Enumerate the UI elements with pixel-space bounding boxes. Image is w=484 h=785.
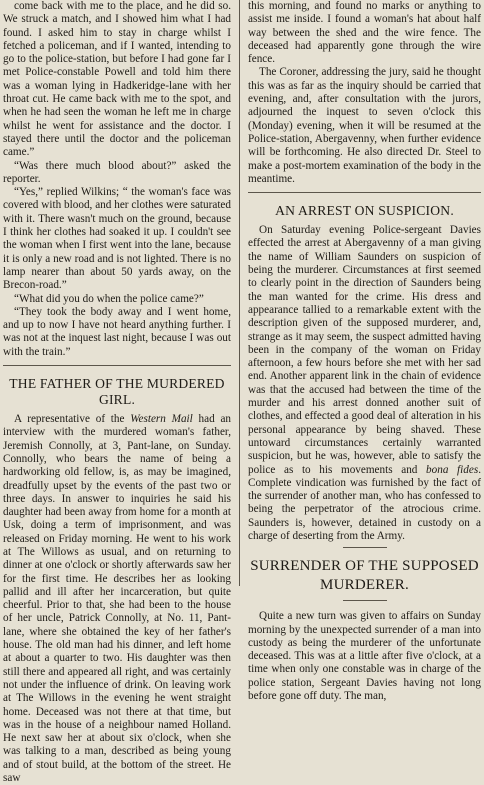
- newspaper-name: Western Mail: [130, 413, 193, 426]
- article-paragraph-father: [3, 413, 231, 785]
- short-divider: [343, 600, 387, 601]
- section-divider: [3, 365, 231, 366]
- section-heading-father: THE FATHER OF THE MURDERED GIRL.: [9, 376, 225, 408]
- article-paragraph: “They took the body away and I went home, and up to now I have not heard anything further. I was not at the inquest last night, because I was out with the train.”: [3, 305, 231, 358]
- section-heading-arrest: AN ARREST ON SUSPICION.: [275, 203, 454, 219]
- article-paragraph: this morning, and found no marks or anything to assist me inside. I found a woman's hat about half way between the shed and the wire fence. The deceased had apparently gone through the wire fence.: [248, 0, 481, 66]
- article-paragraph: “Was there much blood about?” asked the reporter.: [3, 159, 231, 185]
- article-paragraph: The Coroner, addressing the jury, said he thought this was as far as the inquiry should be carried that evening, and, after consultation with the jurors, adjourned the inquest to seven o'clock this (Monday) evening, when it will be resumed at the Police-station, Abergavenny, when further evidence will be forthcoming. He also directed Dr. Steel to make a post-mortem examination of the body in the meantime.: [248, 66, 481, 185]
- article-paragraph: come back with me to the place, and he did so. We struck a match, and I showed him what I had found. I asked him to stay in charge whilst I fetched a policeman, and if I wanted, intending to go to the police-station, but before I had gone far I met Police-constable Powell and told him there was a woman lying in Hadkeridge-lane with her throat cut. He came back with me to the spot, and when he had seen the woman he left me in charge whilst he went for assistance and the doctor. I stayed there until the doctor and the policeman came.”: [3, 0, 231, 159]
- section-divider: [248, 192, 481, 193]
- italic-phrase: bona fides: [426, 463, 479, 476]
- short-divider: [343, 547, 387, 548]
- text-span: . Complete vindication was furnished by the fact of the surrender of another man, who has confessed to being the perpetrator of the atrocious crime. Saunders is, however, detained in custody on a charge of deserting from the Army.: [248, 463, 481, 542]
- article-paragraph: “What did you do when the police came?”: [14, 292, 204, 305]
- left-column: [3, 0, 232, 785]
- text-span: On Saturday evening Police-sergeant Davies effected the arrest at Abergavenny of a man giving the name of William Saunders on suspicion of being the murderer. Circumstances at first seemed to clearly point in the direction of Saunders being the man wanted for the crime. His dress and appearance tallied to a remarkable extent with the description given of the supposed murderer, and, strange as it may seem, the suspect admitted having been in the company of the woman on Friday afternoon, a few hours before she met with her sad end. Another apparent link in the chain of evidence was that the accused had between the time of the murder and his arrest donned another suit of clothes, and effected a good deal of alteration in his personal appearance by being shaved. These untoward circumstances certainly warranted suspicion, but he was, however, able to satisfy the police as to his movements and: [248, 224, 481, 476]
- column-divider: [239, 0, 240, 586]
- text-span: had an interview with the murdered woman's father, Jeremish Connolly, at 3, Pant-lane, on Sunday. Connolly, who bears the name of being a hardworking old fellow, is, as may be imagined, dreadfully upset by the events of the past two or three days. In answer to inquiries he said his daughter had been away from home for a month at Usk, doing a term of imprisonment, and was released on Friday morning. He went to his work at The Willows as usual, and on returning to dinner at one o'clock or shortly afterwards saw her for the first time. He describes her as looking pallid and ill after her incarceration, but quite cheerful. Prior to that, she had been to the house of her uncle, Patrick Connolly, at No. 11, Pant-lane, where she obtained the key of her father's house. The old man had his dinner, and left home at about a quarter to two. His daughter was then still there and appeared all right, and was certainly not under the influence of drink. On leaving work at The Willows in the evening he went straight home. Deceased was not there at that time, but was in the house of a neighbour named Holland. He next saw her at about six o'clock, when she was talking to a man, described as being young and of stout build, at the bottom of the street. He saw: [3, 413, 232, 785]
- article-paragraph-arrest: [248, 224, 481, 543]
- article-paragraph: “Yes,” replied Wilkins; “ the woman's face was covered with blood, and her clothes were saturated with it. There wasn't much on the ground, because I think her clothes had soaked it up. I couldn't see the woman when I first went into the lane, because it is only a new road and is not lighted. There is no lamp nearer than about 50 yards away, on the Brecon-road.”: [3, 186, 231, 292]
- section-heading-surrender: SURRENDER OF THE SUPPOSED MURDERER.: [250, 558, 479, 594]
- right-column: [248, 0, 481, 703]
- text-span: A representative of the: [14, 413, 131, 426]
- article-paragraph-surrender: Quite a new turn was given to affairs on Sunday morning by the unexpected surrender of a man into custody as being the murderer of the unfortunate deceased. This was at a little after five o'clock, at a time when only one constable was in charge of the police station, Sergeant Davies having not long before gone off duty. The man,: [248, 610, 481, 703]
